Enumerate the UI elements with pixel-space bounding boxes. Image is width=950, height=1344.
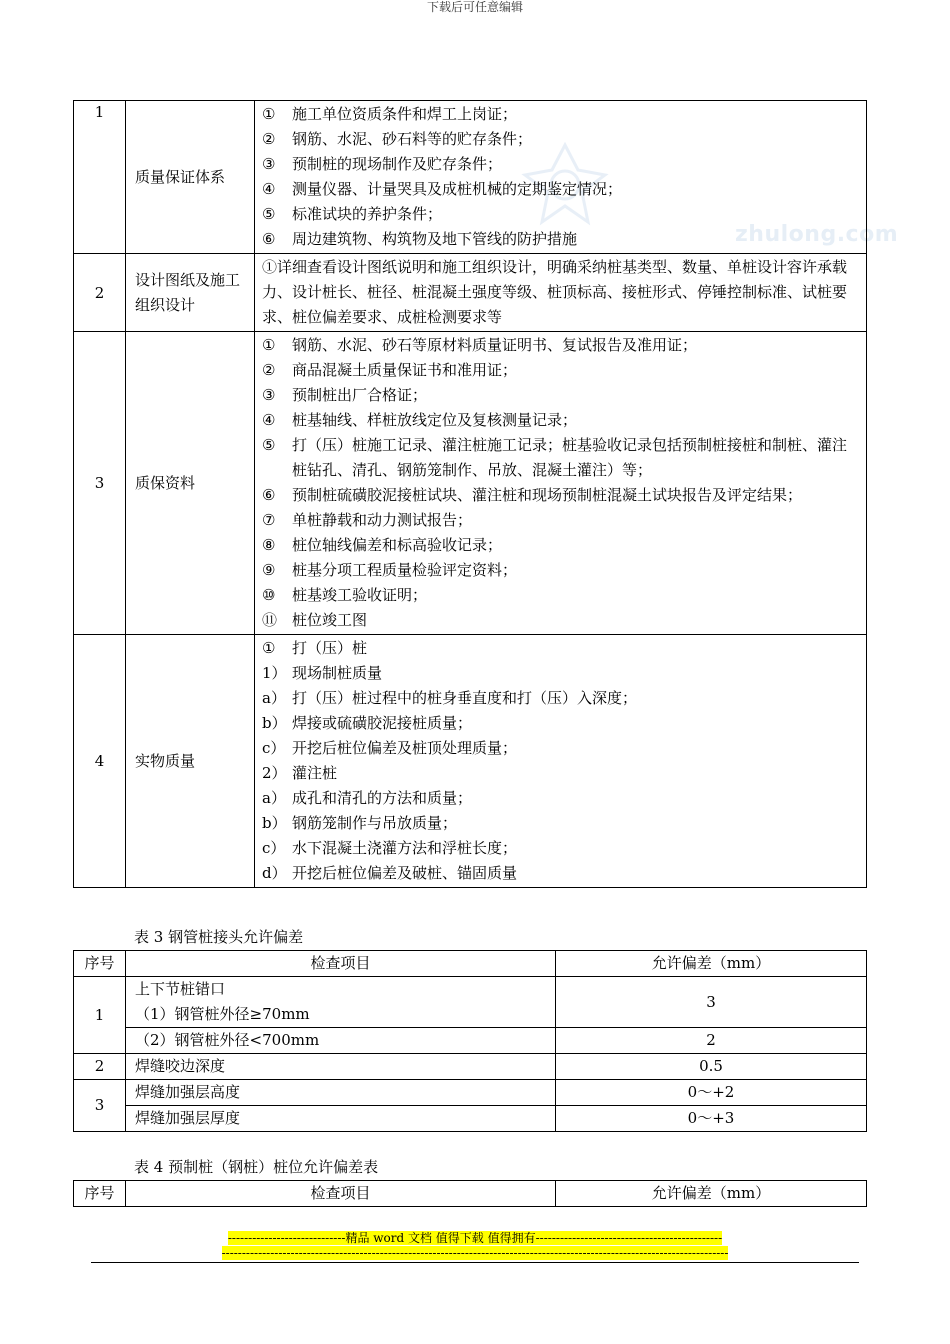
list-item xyxy=(262,333,860,358)
list-item xyxy=(262,836,860,861)
list-item-text: 周边建筑物、构筑物及地下管线的防护措施 xyxy=(292,230,578,248)
list-item-text: 焊接或硫磺胶泥接桩质量； xyxy=(292,714,473,732)
list-item-marker: ① xyxy=(262,639,276,657)
list-item-text: 水下混凝土浇灌方法和浮桩长度； xyxy=(292,839,518,857)
list-item-text: 预制桩的现场制作及贮存条件； xyxy=(292,155,503,173)
list-item xyxy=(262,711,860,736)
row-items xyxy=(255,332,867,635)
list-item-marker: ③ xyxy=(262,386,276,404)
table-row xyxy=(74,977,867,1003)
list-item-text: 打（压）桩施工记录、灌注桩施工记录；桩基验收记录包括预制桩接桩和制桩、灌注桩钻孔、清孔、钢筋笼制作、吊放、混凝土灌注）等； xyxy=(292,436,848,479)
row-num: 2 xyxy=(74,1054,126,1080)
row-num: 3 xyxy=(74,1080,126,1132)
list-item-text: 钢筋、水泥、砂石等原材料质量证明书、复试报告及准用证； xyxy=(292,336,698,354)
list-item-text: 钢筋笼制作与吊放质量； xyxy=(292,814,458,832)
footer-line-1 xyxy=(176,1231,774,1246)
header-note: 下载后可任意编辑 xyxy=(426,0,523,14)
list-item-marker: ② xyxy=(262,130,276,148)
table-row xyxy=(74,101,867,254)
list-item xyxy=(262,583,860,608)
list-item-marker: ③ xyxy=(262,155,276,173)
list-item xyxy=(262,608,860,633)
footer-rule xyxy=(91,1262,859,1263)
list-item-marker: 2） xyxy=(262,764,287,782)
list-item xyxy=(262,152,860,177)
table-row xyxy=(74,1054,867,1080)
list-item-marker: a） xyxy=(262,689,286,707)
row-value: 0.5 xyxy=(556,1054,867,1080)
list-item-marker: ⑥ xyxy=(262,230,276,248)
list-item-marker: ④ xyxy=(262,411,276,429)
list-item-text: 打（压）桩 xyxy=(292,639,368,657)
footer-text-2: ----------------------------------------------------------------------------------------------------------------------------- xyxy=(221,1246,729,1260)
list-item xyxy=(262,636,860,661)
list-item-marker: ① xyxy=(262,336,276,354)
table-header-row xyxy=(74,951,867,977)
list-item xyxy=(262,202,860,227)
row-sub-item: （1）钢管桩外径≥70mm xyxy=(126,1002,556,1028)
header-cell-item: 检查项目 xyxy=(126,951,556,977)
table-row xyxy=(74,254,867,332)
list-item-text: 开挖后桩位偏差及破桩、锚固质量 xyxy=(292,864,518,882)
list-item-marker: ④ xyxy=(262,180,276,198)
list-item-marker: c） xyxy=(262,839,286,857)
list-item-text: 商品混凝土质量保证书和准用证； xyxy=(292,361,518,379)
list-item xyxy=(262,533,860,558)
footer-line-2 xyxy=(176,1246,774,1261)
table-header-row xyxy=(74,1181,867,1207)
list-item-text: 预制桩出厂合格证； xyxy=(292,386,428,404)
list-item xyxy=(262,177,860,202)
row-items xyxy=(255,635,867,888)
header-cell-tolerance: 允许偏差（mm） xyxy=(556,951,867,977)
list-item-text: 成孔和清孔的方法和质量； xyxy=(292,789,473,807)
row-value: 0～+3 xyxy=(556,1106,867,1132)
row-item: 焊缝咬边深度 xyxy=(126,1054,556,1080)
table-row xyxy=(74,1106,867,1132)
list-item-text: 单桩静载和动力测试报告； xyxy=(292,511,473,529)
row-num: 1 xyxy=(74,101,126,254)
row-item-title: 上下节桩错口 xyxy=(126,977,556,1003)
list-item xyxy=(262,227,860,252)
list-item xyxy=(262,127,860,152)
list-item-text: 灌注桩 xyxy=(292,764,338,782)
list-item xyxy=(262,483,860,508)
row-item: 焊缝加强层高度 xyxy=(126,1080,556,1106)
list-item xyxy=(262,358,860,383)
row-paragraph: ①详细查看设计图纸说明和施工组织设计，明确采纳桩基类型、数量、单桩设计容许承载力、设计桩长、桩径、桩混凝土强度等级、桩顶标高、接桩形式、停锤控制标准、试桩要求、桩位偏差要求、成桩检测要求等 xyxy=(262,258,848,326)
row-items xyxy=(255,101,867,254)
list-item-text: 打（压）桩过程中的桩身垂直度和打（压）入深度； xyxy=(292,689,638,707)
list-item-marker: b） xyxy=(262,714,287,732)
list-item-text: 现场制桩质量 xyxy=(292,664,383,682)
list-item-marker: ② xyxy=(262,361,276,379)
header-cell-item: 检查项目 xyxy=(126,1181,556,1207)
list-item-marker: ⑤ xyxy=(262,436,276,454)
list-item xyxy=(262,786,860,811)
row-num: 1 xyxy=(74,977,126,1054)
list-item-text: 桩位轴线偏差和标高验收记录； xyxy=(292,536,503,554)
table-row xyxy=(74,1080,867,1106)
list-item xyxy=(262,433,860,483)
list-item xyxy=(262,861,860,886)
list-item xyxy=(262,408,860,433)
row-num: 3 xyxy=(74,332,126,635)
list-item-marker: d） xyxy=(262,864,287,882)
list-item-marker: c） xyxy=(262,739,286,757)
list-item-text: 桩位竣工图 xyxy=(292,611,368,629)
list-item-marker: ⑨ xyxy=(262,561,276,579)
row-items xyxy=(255,254,867,332)
list-item-marker: a） xyxy=(262,789,286,807)
row-label: 质保资料 xyxy=(126,332,255,635)
list-item xyxy=(262,383,860,408)
row-value: 2 xyxy=(556,1028,867,1054)
header-cell-num: 序号 xyxy=(74,1181,126,1207)
table3-caption: 表 3 钢管桩接头允许偏差 xyxy=(134,928,304,946)
list-item xyxy=(262,736,860,761)
table-row xyxy=(74,332,867,635)
list-item xyxy=(262,558,860,583)
list-item-text: 桩基分项工程质量检验评定资料； xyxy=(292,561,518,579)
list-item-text: 开挖后桩位偏差及桩顶处理质量； xyxy=(292,739,518,757)
row-label: 设计图纸及施工组织设计 xyxy=(126,254,255,332)
header-cell-tolerance: 允许偏差（mm） xyxy=(556,1181,867,1207)
row-num: 4 xyxy=(74,635,126,888)
list-item xyxy=(262,508,860,533)
header-cell-num: 序号 xyxy=(74,951,126,977)
list-item-marker: ⑧ xyxy=(262,536,276,554)
list-item xyxy=(262,811,860,836)
list-item-text: 桩基竣工验收证明； xyxy=(292,586,428,604)
quality-check-table xyxy=(73,100,867,888)
row-num: 2 xyxy=(74,254,126,332)
steel-pipe-joint-tolerance-table xyxy=(73,950,867,1132)
list-item-text: 标准试块的养护条件； xyxy=(292,205,443,223)
list-item xyxy=(262,761,860,786)
list-item-text: 桩基轴线、样桩放线定位及复核测量记录； xyxy=(292,411,578,429)
row-value: 3 xyxy=(556,977,867,1028)
list-item-text: 钢筋、水泥、砂石料等的贮存条件； xyxy=(292,130,533,148)
row-value: 0～+2 xyxy=(556,1080,867,1106)
watermark-text: zhulong.com xyxy=(735,222,899,247)
precast-pile-position-tolerance-table xyxy=(73,1180,867,1207)
list-item-marker: ⑩ xyxy=(262,586,276,604)
list-item xyxy=(262,686,860,711)
list-item xyxy=(262,102,860,127)
table-row xyxy=(74,1028,867,1054)
list-item-marker: ① xyxy=(262,105,276,123)
list-item-marker: b） xyxy=(262,814,287,832)
row-item: 焊缝加强层厚度 xyxy=(126,1106,556,1132)
list-item-marker: 1） xyxy=(262,664,287,682)
footer-text-1: -----------------------------精品 word 文档 值得下载 值得拥有---------------------------------------------- xyxy=(227,1231,723,1245)
list-item xyxy=(262,661,860,686)
row-label: 实物质量 xyxy=(126,635,255,888)
list-item-marker: ⑥ xyxy=(262,486,276,504)
list-item-text: 测量仪器、计量哭具及成桩机械的定期鉴定情况； xyxy=(292,180,623,198)
table4-caption: 表 4 预制桩（钢桩）桩位允许偏差表 xyxy=(134,1158,379,1176)
list-item-marker: ⑪ xyxy=(262,611,278,629)
list-item-marker: ⑤ xyxy=(262,205,276,223)
row-label: 质量保证体系 xyxy=(126,101,255,254)
list-item-text: 预制桩硫磺胶泥接桩试块、灌注桩和现场预制桩混凝土试块报告及评定结果； xyxy=(292,486,803,504)
row-sub-item: （2）钢管桩外径<700mm xyxy=(126,1028,556,1054)
list-item-text: 施工单位资质条件和焊工上岗证； xyxy=(292,105,518,123)
list-item-marker: ⑦ xyxy=(262,511,276,529)
table-row xyxy=(74,635,867,888)
